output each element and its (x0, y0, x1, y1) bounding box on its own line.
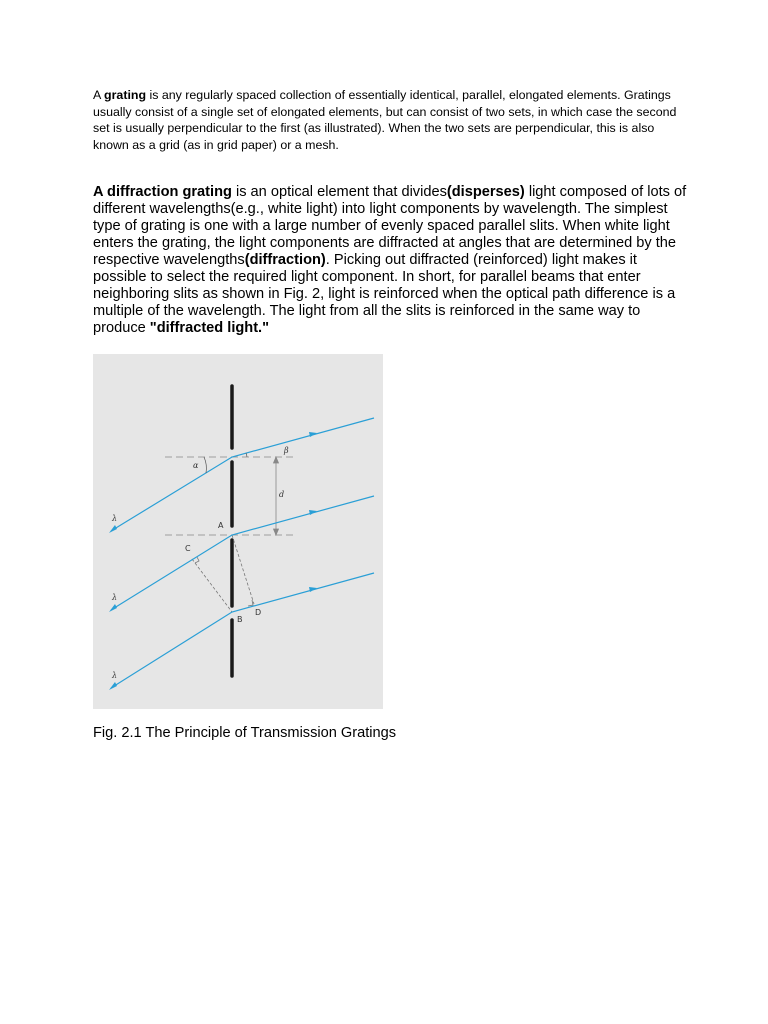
transmission-grating-figure (93, 354, 383, 709)
light-ray-2 (111, 496, 374, 610)
point-C-label: C (185, 544, 191, 553)
para1-body: is any regularly spaced collection of essentially identical, parallel, elongated elements. Gratings usually consist of a single set of elongated elements, but can consist of two sets, in which case the second set is usually perpendicular to the first (as illustrated). When the two sets are perpendicular, this is also known as a grid (as in grid paper) or a mesh. (93, 88, 677, 152)
diffraction-grating-term: A diffraction grating (93, 184, 232, 200)
right-angle-marks (195, 557, 253, 606)
point-D-label: D (255, 608, 262, 617)
construction-line-AD (232, 535, 254, 604)
para2-part2: light composed of lots of different wavelengths(e.g., white light) into light components by wavelength. The simplest type of grating is one with a large number of evenly spaced parallel slits. When white light enters the grating, the light components are diffracted at angles that are determined by the respective wavelengths (93, 184, 687, 268)
spacing-arrowhead-top (274, 457, 279, 463)
ray-arrow-in-3 (109, 682, 117, 690)
alpha-label: α (193, 461, 199, 470)
diffraction-term: (diffraction) (244, 252, 326, 268)
right-angle-mark-D (248, 600, 253, 606)
wavelength-label-3: λ (112, 671, 118, 680)
wavelength-label-1: λ (112, 514, 118, 523)
ray-arrow-in-2 (109, 604, 117, 612)
grating-definition-paragraph (93, 87, 693, 153)
diffraction-grating-paragraph (93, 184, 693, 337)
spacing-arrowhead-bottom (274, 529, 279, 535)
figure-caption: Fig. 2.1 The Principle of Transmission Gratings (93, 725, 397, 741)
para2-part1: is an optical element that divides (231, 184, 447, 200)
point-B-label: B (237, 615, 243, 624)
light-ray-1 (111, 418, 374, 531)
beta-label: β (284, 446, 289, 455)
grating-term: grating (104, 88, 147, 102)
para2-part3: . Picking out diffracted (reinforced) light makes it possible to select the required light component. In short, for parallel beams that enter neighboring slits as shown in Fig. 2, light is reinforced when the optical path difference is a multiple of the wavelength. The light from all the slits is reinforced in the same way to produce (93, 252, 676, 336)
ray-arrow-in-1 (109, 525, 117, 533)
wavelength-label-2: λ (112, 593, 118, 602)
grating-diagram (93, 354, 383, 709)
beta-arc (246, 453, 247, 457)
path-difference-construction (192, 535, 254, 612)
para1-lead: A (93, 88, 105, 102)
construction-line-CB (192, 559, 232, 612)
ray-arrowheads (109, 432, 317, 690)
light-ray-3 (111, 573, 374, 688)
d-label: d (279, 490, 285, 499)
light-rays (111, 418, 374, 688)
point-A-label: A (218, 521, 224, 530)
disperses-term: (disperses) (446, 184, 525, 200)
alpha-arc (204, 457, 206, 473)
diffracted-light-term: "diffracted light." (149, 320, 270, 336)
